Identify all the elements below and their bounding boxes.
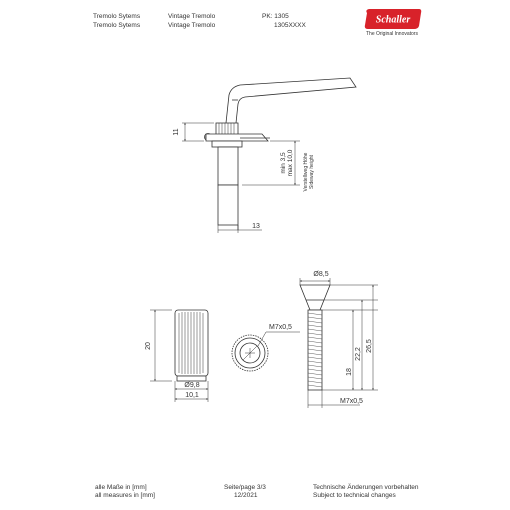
dim-11: 11 [173,128,180,136]
dim-sleeve-inner: Ø9,8 [184,382,200,389]
dim-bolt-thread: M7x0,5 [340,398,363,405]
header-series-1: Tremolo Sytems [93,13,141,20]
top-view [182,78,356,233]
dim-bolt-22: 22,2 [355,347,362,361]
dim-max: max 10,0 [287,149,294,177]
dim-sleeve-outer: 10,1 [185,392,199,399]
sleeve-body [218,147,238,185]
dim-sleeve-height: 20 [145,342,152,350]
note-de: Verstellweg Höhe [303,152,309,192]
note-en: Sideway height [309,155,315,189]
flange-plate [206,134,268,141]
footer-change-de: Technische Änderungen vorbehalten [313,484,419,491]
header-product-1: Vintage Tremolo [168,13,216,20]
footer-measure-de: alle Maße in [mm] [95,484,147,491]
bolt-head [300,285,330,310]
dim-min: min 3,5 [280,152,287,174]
dim-bolt-26: 26,5 [366,339,373,353]
logo-tagline: The Original Innovators [366,31,418,37]
header-product-2: Vintage Tremolo [168,22,216,29]
footer-change-en: Subject to technical changes [313,492,396,499]
end-view [232,332,300,371]
tremolo-arm [226,78,356,123]
logo-text: Schaller [375,14,411,26]
header-series-2: Tremolo Sytems [93,22,141,29]
header-pk-label: PK: 1305 [262,13,289,20]
dim-bolt-top: Ø8,5 [313,271,329,278]
sleeve-tip [218,185,238,225]
footer-measure-en: all measures in [mm] [95,492,155,499]
footer-date: 12/2021 [234,492,258,499]
dim-bolt-18: 18 [346,368,353,376]
footer-page: Seite/page 3/3 [224,484,266,491]
dim-13: 13 [252,223,260,230]
end-view-thread: M7x0,5 [269,324,292,331]
arm-knurl [216,123,238,135]
header-pk-number: 1305XXXX [274,22,306,29]
